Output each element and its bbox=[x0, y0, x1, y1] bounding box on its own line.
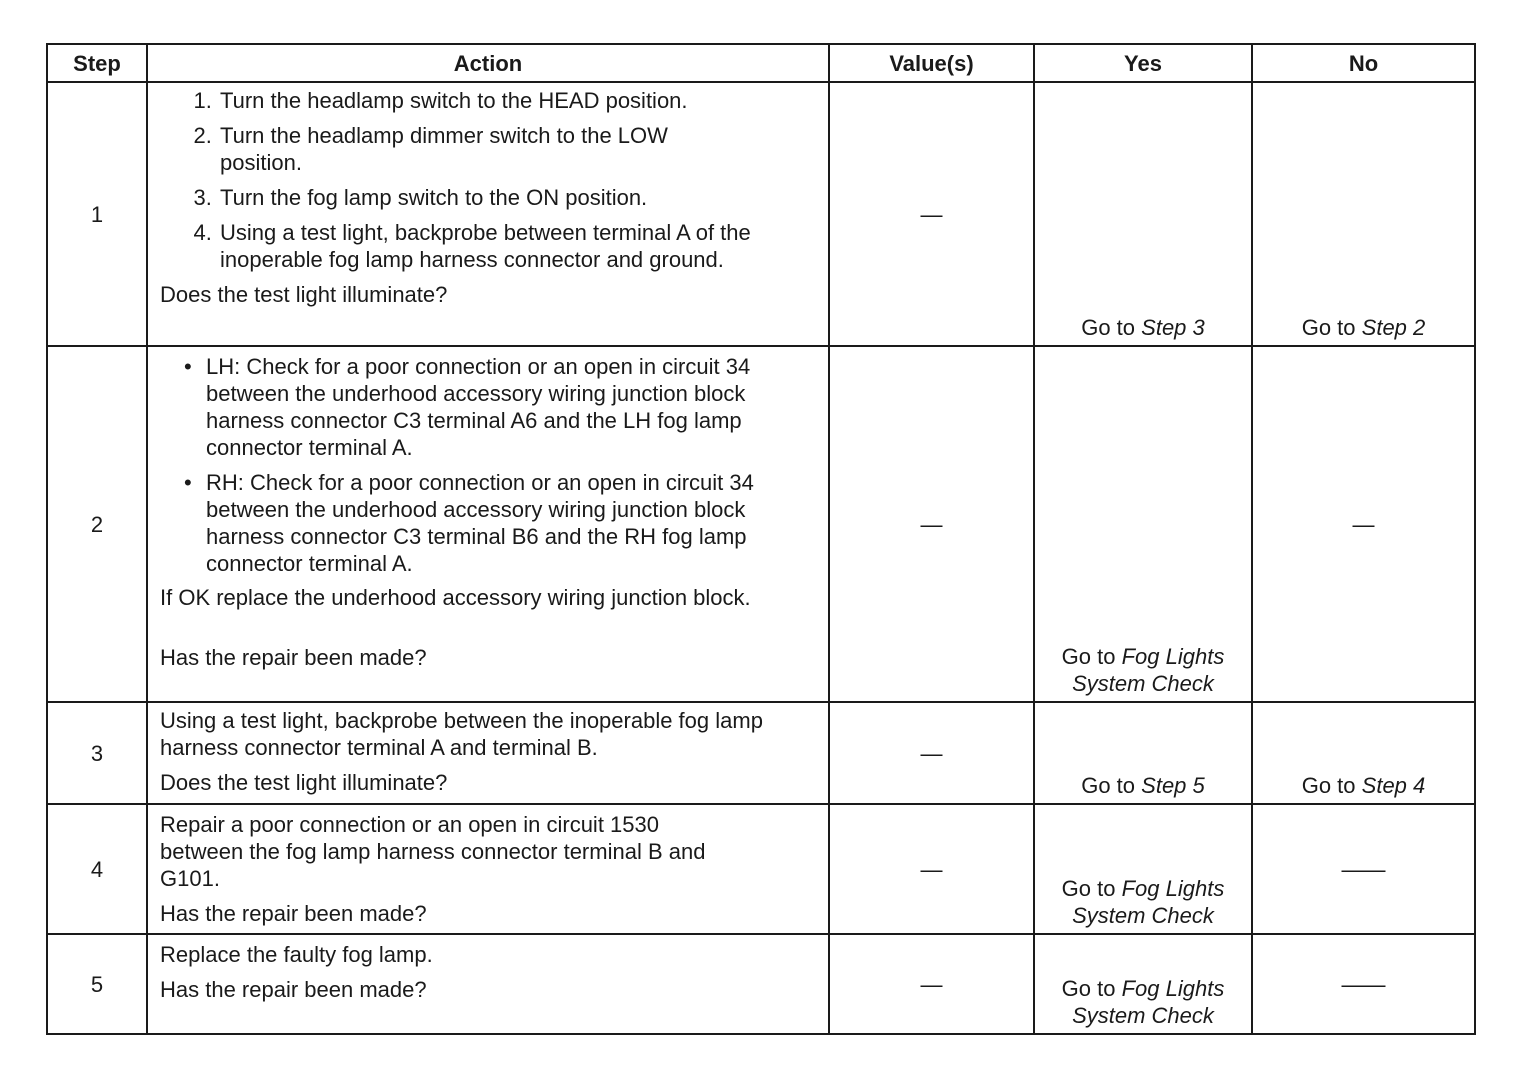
diagnostic-table bbox=[46, 43, 1476, 1035]
no-prefix: Go to bbox=[1301, 773, 1356, 798]
step-number: 3 bbox=[47, 702, 147, 804]
action-note: If OK replace the underhood accessory wiring junction block. bbox=[160, 585, 751, 610]
list-item: 3. Turn the fog lamp switch to the ON position. bbox=[218, 184, 816, 211]
action-question: Has the repair been made? bbox=[160, 645, 427, 670]
action-text: Using a test light, backprobe between the inoperable fog lamp harness connector terminal A and terminal B. bbox=[160, 708, 763, 760]
step-number: 1 bbox=[47, 82, 147, 346]
yes-cell bbox=[1034, 702, 1252, 804]
action-cell bbox=[147, 804, 829, 934]
no-cell bbox=[1252, 346, 1475, 702]
table-row bbox=[47, 804, 1475, 934]
action-cell bbox=[147, 346, 829, 702]
action-cell bbox=[147, 82, 829, 346]
step-number: 5 bbox=[47, 934, 147, 1034]
action-bullets-list bbox=[160, 353, 816, 577]
yes-cell bbox=[1034, 804, 1252, 934]
no-dash: — bbox=[1352, 511, 1375, 537]
no-cell bbox=[1252, 934, 1475, 1034]
action-cell bbox=[147, 934, 829, 1034]
step-number: 4 bbox=[47, 804, 147, 934]
header-yes: Yes bbox=[1034, 44, 1252, 82]
header-row bbox=[47, 44, 1475, 82]
yes-check-link[interactable]: Fog Lights bbox=[1121, 644, 1225, 669]
yes-cell bbox=[1034, 346, 1252, 702]
list-item: 1. Turn the headlamp switch to the HEAD position. bbox=[218, 87, 816, 114]
no-step-link[interactable]: Step 4 bbox=[1361, 773, 1426, 798]
value-dash: — bbox=[920, 856, 943, 882]
table-row bbox=[47, 82, 1475, 346]
action-question: Does the test light illuminate? bbox=[160, 282, 448, 307]
action-cell bbox=[147, 702, 829, 804]
yes-prefix: Go to bbox=[1081, 773, 1136, 798]
yes-prefix: Go to bbox=[1061, 976, 1116, 1001]
value-cell bbox=[829, 346, 1034, 702]
no-dash: —— bbox=[1341, 971, 1386, 997]
list-item: 4. Using a test light, backprobe between terminal A of the inoperable fog lamp harness connector and ground. bbox=[218, 219, 816, 273]
value-dash: — bbox=[920, 971, 943, 997]
header-no: No bbox=[1252, 44, 1475, 82]
yes-step-link[interactable]: Step 5 bbox=[1141, 773, 1205, 798]
yes-check-link-line2[interactable]: System Check bbox=[1072, 671, 1214, 696]
table-row bbox=[47, 934, 1475, 1034]
list-item: • LH: Check for a poor connection or an open in circuit 34 between the underhood accessory wiring junction block harness connector C3 terminal A6 and the LH fog lamp connector terminal A. bbox=[206, 353, 816, 461]
action-steps-list bbox=[160, 87, 816, 273]
yes-prefix: Go to bbox=[1061, 644, 1116, 669]
yes-prefix: Go to bbox=[1061, 876, 1116, 901]
step-number: 2 bbox=[47, 346, 147, 702]
no-cell bbox=[1252, 702, 1475, 804]
header-step: Step bbox=[47, 44, 147, 82]
value-dash: — bbox=[920, 511, 943, 537]
yes-step-link[interactable]: Step 3 bbox=[1141, 315, 1205, 340]
header-values: Value(s) bbox=[829, 44, 1034, 82]
no-cell bbox=[1252, 82, 1475, 346]
action-question: Has the repair been made? bbox=[160, 901, 427, 926]
value-dash: — bbox=[920, 740, 943, 766]
yes-cell bbox=[1034, 934, 1252, 1034]
list-item: • RH: Check for a poor connection or an open in circuit 34 between the underhood accessory wiring junction block harness connector C3 terminal B6 and the RH fog lamp connector terminal A. bbox=[206, 469, 816, 577]
value-dash: — bbox=[920, 201, 943, 227]
no-prefix: Go to bbox=[1301, 315, 1356, 340]
value-cell bbox=[829, 934, 1034, 1034]
no-dash: —— bbox=[1341, 856, 1386, 882]
action-question: Has the repair been made? bbox=[160, 977, 427, 1002]
value-cell bbox=[829, 82, 1034, 346]
table-row bbox=[47, 702, 1475, 804]
value-cell bbox=[829, 702, 1034, 804]
yes-cell bbox=[1034, 82, 1252, 346]
action-text: Repair a poor connection or an open in circuit 1530 between the fog lamp harness connector terminal B and G101. bbox=[160, 812, 706, 891]
no-cell bbox=[1252, 804, 1475, 934]
yes-check-link[interactable]: Fog Lights bbox=[1121, 876, 1225, 901]
yes-check-link-line2[interactable]: System Check bbox=[1072, 903, 1214, 928]
yes-check-link-line2[interactable]: System Check bbox=[1072, 1003, 1214, 1028]
yes-check-link[interactable]: Fog Lights bbox=[1121, 976, 1225, 1001]
action-text: Replace the faulty fog lamp. bbox=[160, 942, 433, 967]
action-question: Does the test light illuminate? bbox=[160, 770, 448, 795]
list-item: 2. Turn the headlamp dimmer switch to the LOW position. bbox=[218, 122, 816, 176]
yes-prefix: Go to bbox=[1081, 315, 1136, 340]
table-row bbox=[47, 346, 1475, 702]
value-cell bbox=[829, 804, 1034, 934]
no-step-link[interactable]: Step 2 bbox=[1361, 315, 1426, 340]
header-action: Action bbox=[147, 44, 829, 82]
